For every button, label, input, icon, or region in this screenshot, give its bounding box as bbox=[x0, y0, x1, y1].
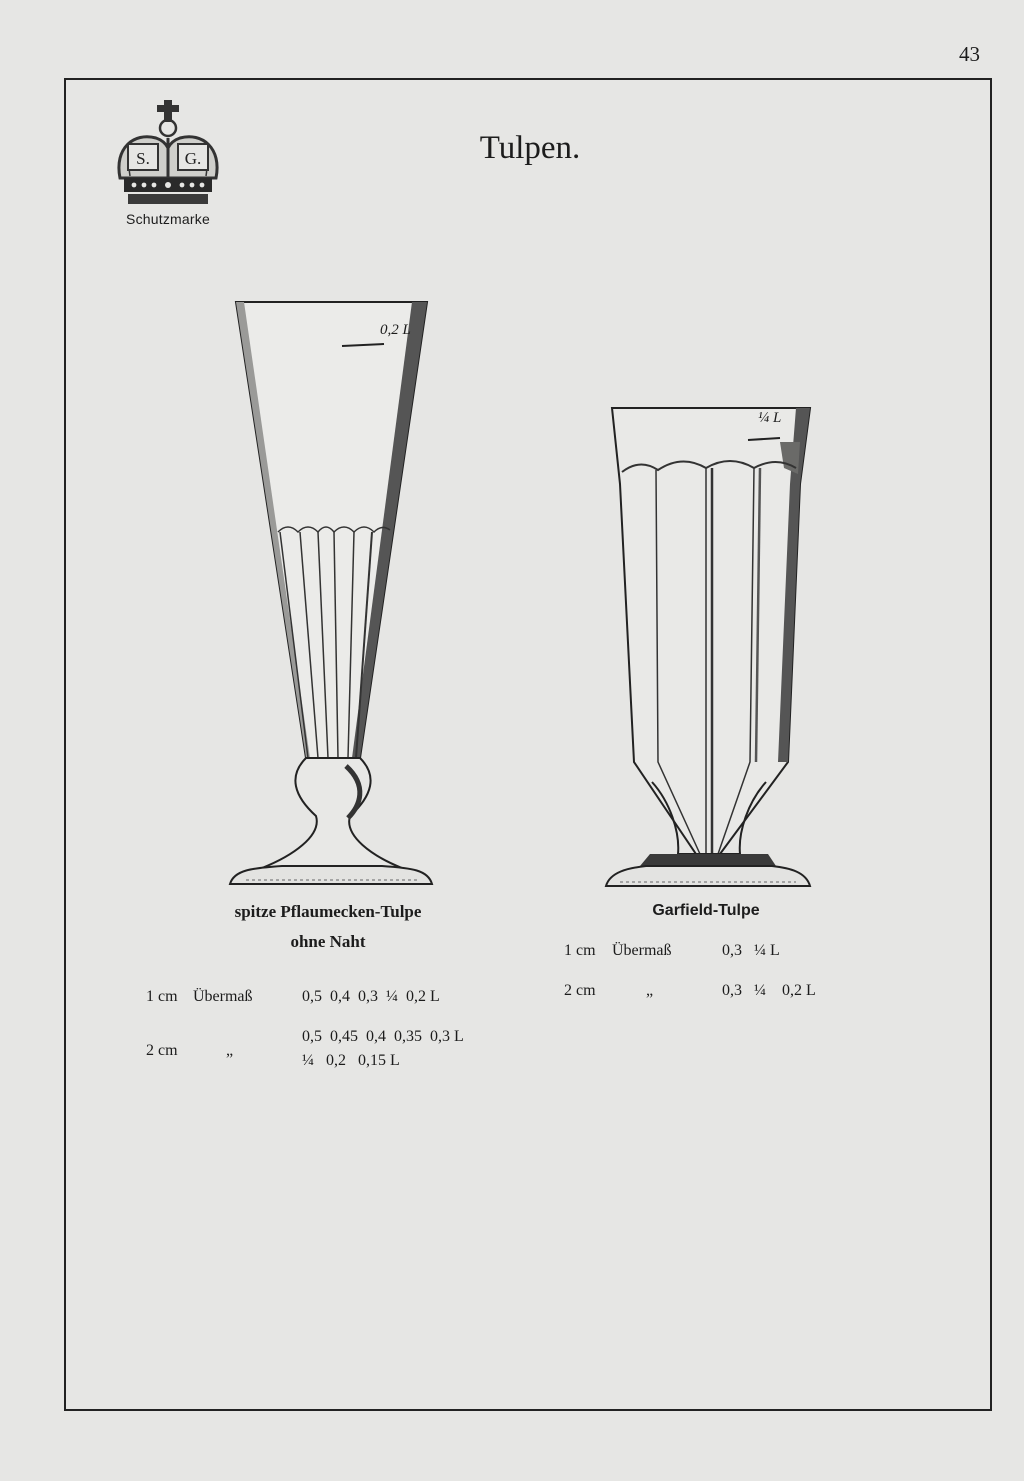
capacity-mark-1: 0,2 L bbox=[380, 322, 411, 338]
spec-size: 1 cm bbox=[146, 988, 178, 1005]
spec-label: „ bbox=[226, 1042, 234, 1059]
spec-size: 2 cm bbox=[564, 982, 596, 999]
spec-values: 0,5 0,4 0,3 ¼ 0,2 L bbox=[302, 988, 440, 1005]
trademark-initial-right: G. bbox=[184, 149, 202, 168]
trademark-initial-left: S. bbox=[136, 149, 150, 168]
spec-values: 0,3 ¼ 0,2 L bbox=[722, 982, 816, 999]
trademark-caption: Schutzmarke bbox=[126, 211, 210, 227]
spec-values: 0,5 0,45 0,4 0,35 0,3 L bbox=[302, 1028, 464, 1045]
garfield-tulpe-drawing bbox=[600, 402, 815, 892]
capacity-mark-2: ¼ L bbox=[758, 410, 782, 426]
spec-size: 2 cm bbox=[146, 1042, 178, 1059]
spec-values-line2: ¼ 0,2 0,15 L bbox=[302, 1052, 400, 1069]
page-frame bbox=[64, 78, 992, 1411]
page-title: Tulpen. bbox=[479, 130, 581, 166]
spec-size: 1 cm bbox=[564, 942, 596, 959]
page-number: 43 bbox=[959, 42, 980, 66]
spec-label: Übermaß bbox=[612, 942, 672, 959]
spec-label: Übermaß bbox=[193, 988, 253, 1005]
spec-values: 0,3 ¼ L bbox=[722, 942, 780, 959]
product-name-1: spitze Pflaumecken-Tulpe bbox=[234, 902, 422, 921]
product-subtitle-1: ohne Naht bbox=[290, 932, 366, 951]
pflaumecken-tulpe-drawing bbox=[222, 296, 442, 896]
product-name-2: Garfield-Tulpe bbox=[652, 902, 760, 919]
spec-label: „ bbox=[646, 982, 654, 999]
